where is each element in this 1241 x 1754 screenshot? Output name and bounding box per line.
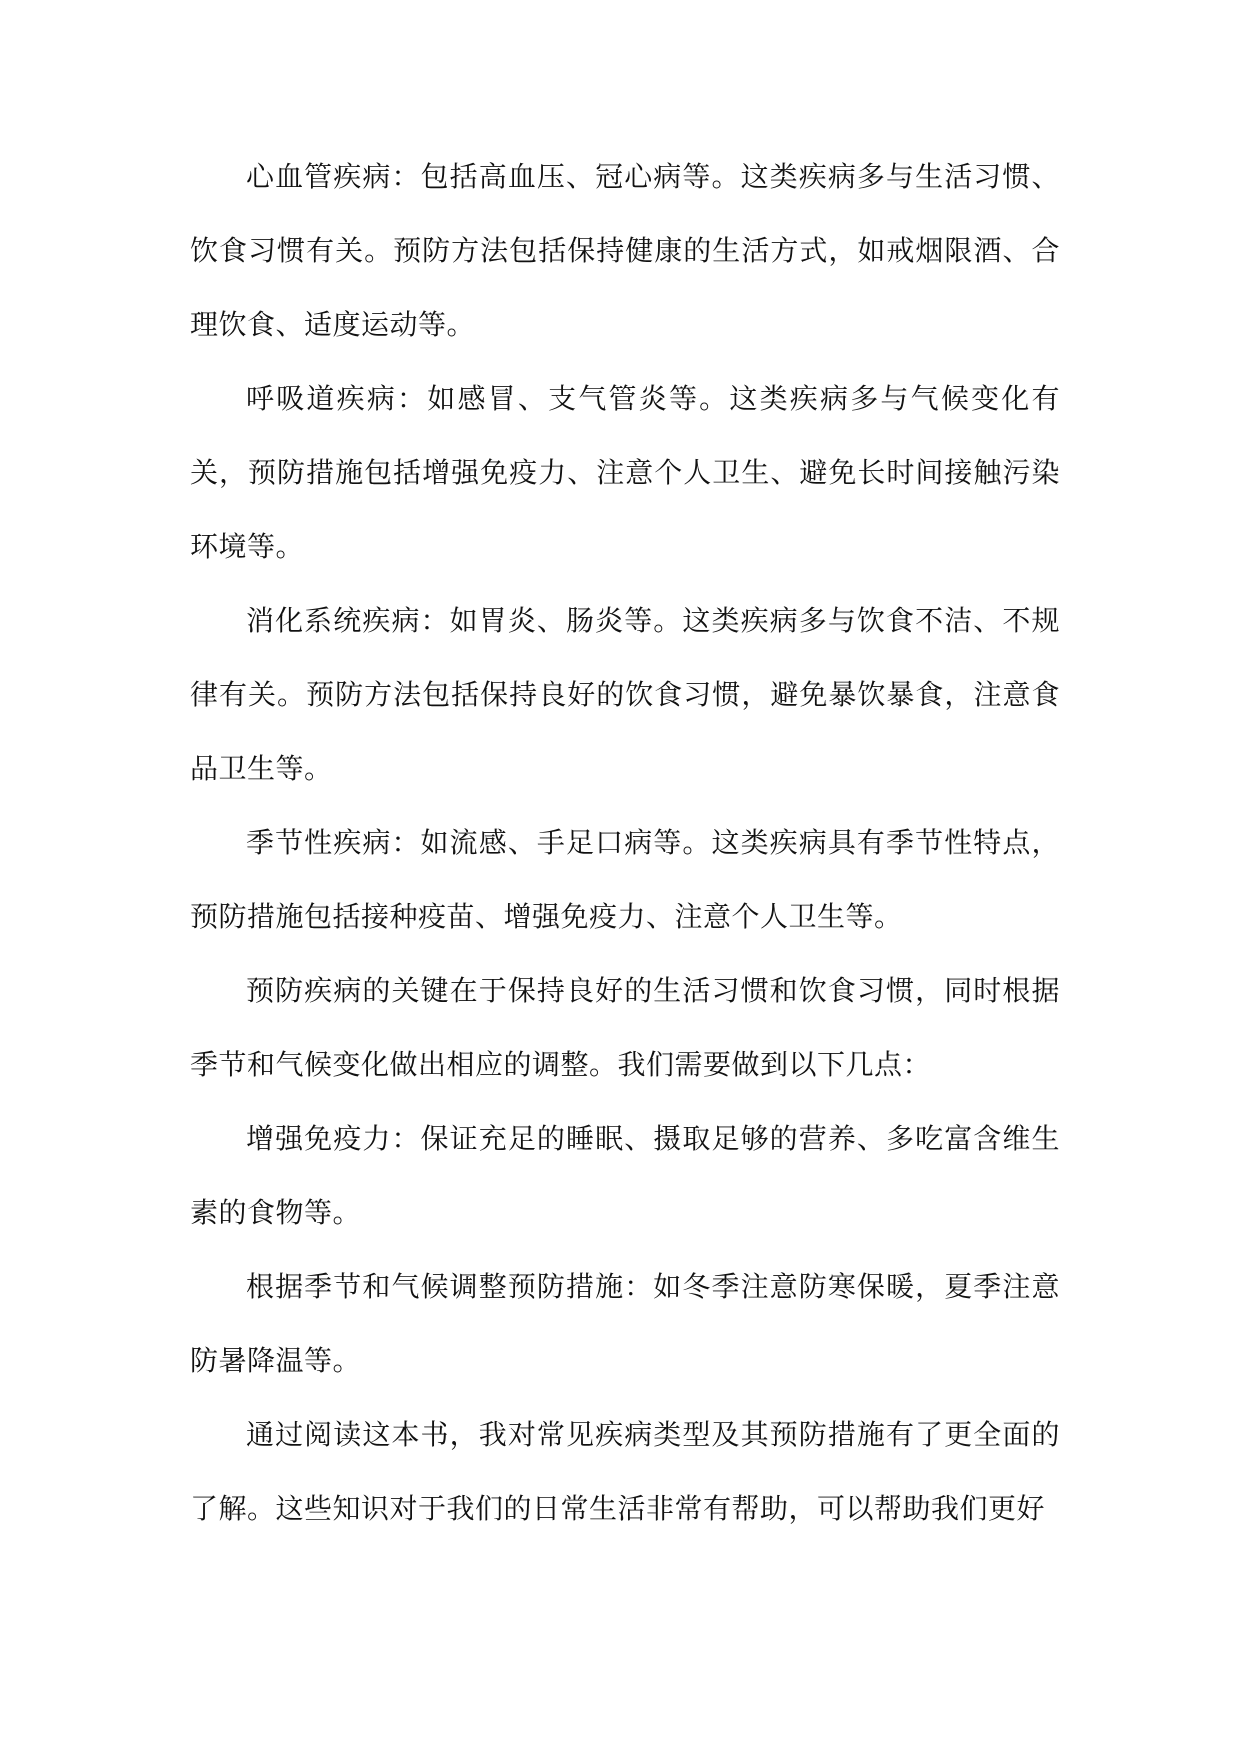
paragraph-cardiovascular: 心血管疾病：包括高血压、冠心病等。这类疾病多与生活习惯、饮食习惯有关。预防方法包括保持健康的生活方式，如戒烟限酒、合理饮食、适度运动等。 (190, 160, 1060, 341)
paragraph-season-adjust: 根据季节和气候调整预防措施：如冬季注意防寒保暖，夏季注意防暑降温等。 (190, 1270, 1060, 1377)
paragraph-digestive: 消化系统疾病：如胃炎、肠炎等。这类疾病多与饮食不洁、不规律有关。预防方法包括保持良好的饮食习惯，避免暴饮暴食，注意食品卫生等。 (190, 604, 1060, 785)
paragraph-respiratory: 呼吸道疾病：如感冒、支气管炎等。这类疾病多与气候变化有关，预防措施包括增强免疫力、注意个人卫生、避免长时间接触污染环境等。 (190, 382, 1060, 563)
paragraph-prevention-key: 预防疾病的关键在于保持良好的生活习惯和饮食习惯，同时根据季节和气候变化做出相应的调整。我们需要做到以下几点： (190, 974, 1060, 1081)
paragraph-immunity: 增强免疫力：保证充足的睡眠、摄取足够的营养、多吃富含维生素的食物等。 (190, 1122, 1060, 1229)
paragraph-seasonal: 季节性疾病：如流感、手足口病等。这类疾病具有季节性特点，预防措施包括接种疫苗、增强免疫力、注意个人卫生等。 (190, 826, 1060, 933)
document-body (190, 140, 1060, 1546)
paragraph-reading-summary: 通过阅读这本书，我对常见疾病类型及其预防措施有了更全面的了解。这些知识对于我们的日常生活非常有帮助，可以帮助我们更好 (190, 1418, 1060, 1525)
